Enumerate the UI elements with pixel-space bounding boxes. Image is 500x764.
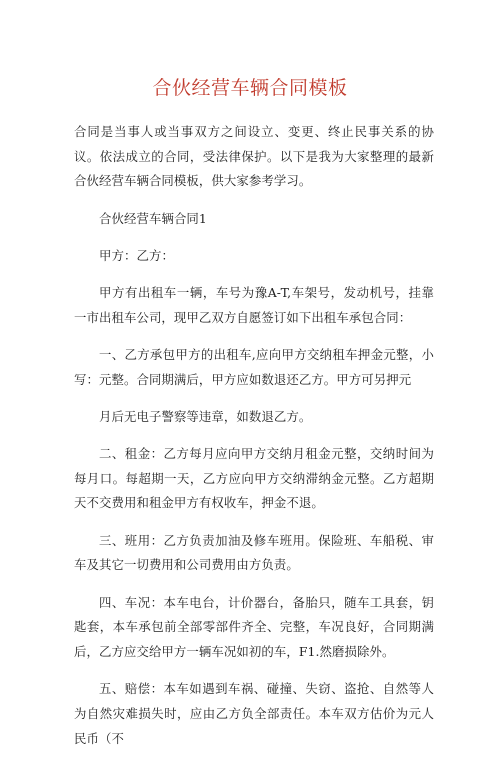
clause-deposit-continued: 月后无电子警察等违章，如数退乙方。 — [99, 408, 312, 424]
intro-paragraph: 合同是当事人或当事双方之间设立、变更、终止民事关系的协议。依法成立的合同，受法律保护。以下是我为大家整理的最新合伙经营车辆合同模板，供大家参考学习。 — [74, 124, 434, 189]
clause-deposit: 一、乙方承包甲方的出租车,应向甲方交纳租车押金元整，小写：元整。合同期满后，甲方应如数退还乙方。甲方可另押元 — [74, 346, 434, 387]
clause-expenses: 三、班用：乙方负责加油及修车班用。保险班、车船税、审车及其它一切费用和公司费用由方负责。 — [74, 532, 434, 573]
document-body — [74, 120, 434, 764]
parties-line: 甲方：乙方： — [99, 247, 174, 263]
clause-compensation: 五、赔偿：本车如遇到车祸、碰撞、失窃、盗抢、自然等人为自然灾难损失时，应由乙方负全部责任。本车双方估价为元人民币（不 — [74, 681, 434, 746]
clause-vehicle-condition: 四、车况：本车电台，计价器台，备胎只，随车工具套，钥匙套，本车承包前全部零部件齐全、完整，车况良好，合同期满后，乙方应交给甲方一辆车况如初的车，F1.然磨损除外。 — [74, 594, 434, 659]
contract-heading: 合伙经营车辆合同1 — [99, 210, 207, 226]
clause-rent: 二、租金：乙方每月应向甲方交纳月租金元整，交纳时间为每月口。每超期一天，乙方应向甲方交纳滞纳金元整。乙方超期天不交费用和租金甲方有权收车，押金不退。 — [74, 446, 434, 511]
document-title: 合伙经营车辆合同模板 — [152, 77, 348, 99]
preamble-paragraph: 甲方有出租车一辆，车号为豫A-T,车架号，发动机号，挂靠一市出租车公司，现甲乙双方自愿签订如下出租车承包合同： — [74, 285, 434, 325]
